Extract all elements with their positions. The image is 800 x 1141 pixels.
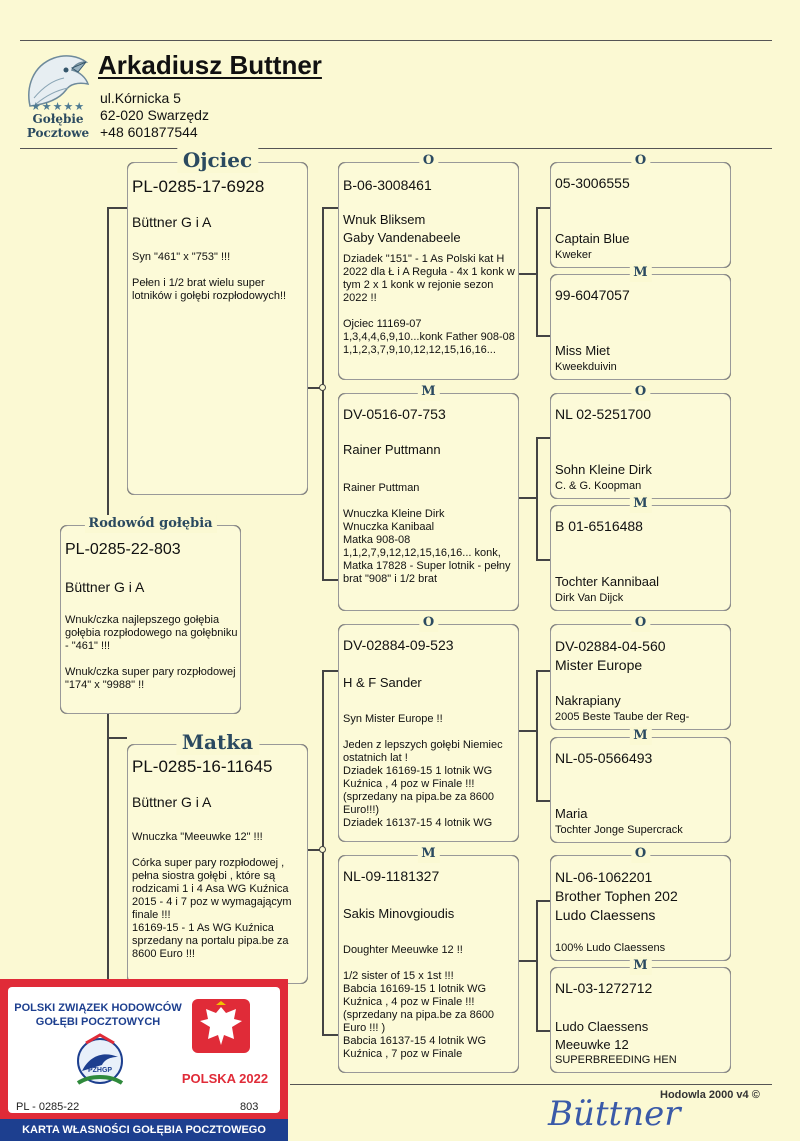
logo-text-2: Pocztowe bbox=[26, 126, 90, 140]
mff-sub: 2005 Beste Taube der Reg- bbox=[555, 711, 690, 723]
mmm-card[interactable] bbox=[550, 958, 731, 1073]
connector bbox=[322, 579, 338, 581]
logo-text-1: Gołębie bbox=[32, 112, 84, 126]
pzhgp-logo bbox=[60, 1031, 140, 1093]
fmf-name: Sohn Kleine Dirk bbox=[555, 462, 652, 477]
stamp-card-title: KARTA WŁASNOŚCI GOŁĘBIA POCZTOWEGO bbox=[0, 1119, 288, 1141]
mm-notes: Doughter Meeuwke 12 !! 1/2 sister of 15 x 1st !!! Babcia 16169-15 1 lotnik WG Kuźnica , 4 poz w Finale !!! (sprzedany na pipa.be za 8600 Euro !!! ) Babcia 16137-15 4 lotnik WG Kuźnica , 7 poz w Finale bbox=[343, 944, 495, 1060]
poland-eagle bbox=[190, 997, 252, 1055]
connector bbox=[536, 670, 550, 672]
mff-tag: O bbox=[631, 614, 650, 632]
ff-names bbox=[343, 211, 461, 247]
mm-card[interactable] bbox=[338, 846, 519, 1073]
stamp-org bbox=[8, 1001, 188, 1029]
fff-name: Captain Blue bbox=[555, 231, 630, 246]
father-owner: Büttner G i A bbox=[132, 214, 212, 230]
mmf-ring: NL-06-1062201 bbox=[555, 869, 653, 885]
fmf-ring: NL 02-5251700 bbox=[555, 406, 652, 422]
mother-ring: PL-0285-16-11645 bbox=[132, 757, 273, 776]
connector bbox=[518, 497, 536, 499]
breeder-name: Arkadiusz Buttner bbox=[98, 50, 322, 80]
fff-card[interactable] bbox=[550, 153, 731, 268]
ffm-sub: Kweekduivin bbox=[555, 361, 617, 373]
mmf-sub: 100% Ludo Claessens bbox=[555, 942, 666, 954]
mmf-head bbox=[555, 868, 678, 925]
mother-label: Matka bbox=[176, 729, 259, 755]
connector bbox=[536, 900, 550, 902]
mmm-line2: Meeuwke 12 bbox=[555, 1037, 629, 1052]
ff-name2: Gaby Vandenabeele bbox=[343, 230, 461, 245]
connector bbox=[536, 559, 550, 561]
mf-notes: Syn Mister Europe !! Jeden z lepszych gołębi Niemiec ostatnich lat ! Dziadek 16169-15 1 lotnik WG Kuźnica , 4 poz w Finale !!! (sprzedany na pipa.be za 8600 Euro!!!) Dziadek 16137-15 4 lotnik WG bbox=[343, 713, 503, 829]
ffm-name: Miss Miet bbox=[555, 343, 610, 358]
connector bbox=[536, 335, 550, 337]
mm-name1: Sakis Minovgioudis bbox=[343, 906, 455, 921]
father-notes: Syn "461" x "753" !!! Pełen i 1/2 brat wielu super lotników i gołębi rozpłodowych!! bbox=[132, 251, 287, 302]
mmf-card[interactable] bbox=[550, 846, 731, 961]
pigeon-card[interactable] bbox=[60, 516, 241, 714]
mfm-tag: M bbox=[629, 727, 651, 745]
connector bbox=[536, 207, 538, 335]
connector bbox=[107, 737, 127, 739]
fm-notes: Rainer Puttman Wnuczka Kleine Dirk Wnuczka Kanibaal Matka 908-08 1,1,2,7,9,12,12,15,16,16... konk, Matka 17828 - Super lotnik - pełny brat "908" i 1/2 brat bbox=[343, 482, 511, 585]
connector bbox=[536, 800, 550, 802]
mmf-tag: O bbox=[631, 845, 650, 863]
header-rule bbox=[20, 148, 772, 149]
fmf-card[interactable] bbox=[550, 384, 731, 499]
connector bbox=[536, 900, 538, 1030]
mf-ring: DV-02884-09-523 bbox=[343, 637, 454, 653]
mf-tag: O bbox=[419, 614, 438, 632]
stamp-country-year: POLSKA 2022 bbox=[181, 1071, 269, 1086]
connector bbox=[536, 670, 538, 800]
mfm-card[interactable] bbox=[550, 728, 731, 843]
pigeon-label: Rodowód gołębia bbox=[84, 515, 216, 533]
connector bbox=[518, 273, 536, 275]
mmf-line3: Ludo Claessens bbox=[555, 907, 656, 923]
pigeon-owner: Büttner G i A bbox=[65, 579, 145, 595]
connector bbox=[536, 207, 550, 209]
logo-stars: ★★★★★ bbox=[30, 101, 86, 113]
father-ring: PL-0285-17-6928 bbox=[132, 177, 265, 196]
ff-ring: B-06-3008461 bbox=[343, 177, 432, 193]
father-label: Ojciec bbox=[177, 147, 258, 173]
fff-ring: 05-3006555 bbox=[555, 175, 630, 191]
connector bbox=[322, 670, 338, 672]
connector bbox=[536, 437, 538, 559]
connector bbox=[518, 960, 536, 962]
pzhgp-text: PZHGP bbox=[87, 1067, 113, 1074]
mmm-names bbox=[555, 1018, 648, 1054]
ff-name1: Wnuk Bliksem bbox=[343, 212, 426, 227]
mother-owner: Büttner G i A bbox=[132, 794, 212, 810]
fm-ring: DV-0516-07-753 bbox=[343, 406, 446, 422]
pzhgp-logo-icon bbox=[60, 1031, 140, 1093]
connector-node bbox=[319, 384, 326, 391]
mmm-name: Ludo Claessens bbox=[555, 1019, 649, 1034]
ffm-tag: M bbox=[629, 264, 651, 282]
father-card[interactable] bbox=[127, 148, 308, 495]
connector bbox=[536, 437, 550, 439]
fmm-ring: B 01-6516488 bbox=[555, 518, 643, 534]
stamp-org-2: GOŁĘBI POCZTOWYCH bbox=[35, 1016, 161, 1028]
mfm-ring: NL-05-0566493 bbox=[555, 750, 653, 766]
mmm-sub: SUPERBREEDING HEN bbox=[555, 1054, 677, 1066]
fmm-tag: M bbox=[629, 495, 651, 513]
mff-line2: Mister Europe bbox=[555, 657, 643, 673]
ff-notes: Dziadek "151" - 1 As Polski kat H 2022 dla Ł i A Reguła - 4x 1 konk w tym 2 x 1 konk w rejonie sezon 2022 !! Ojciec 11169-07 1,3,4,4,6,9,10...konk Father 908-08 1,1,2,3,7,9,10,12,12,15,16,16... bbox=[343, 253, 515, 356]
connector bbox=[322, 207, 338, 209]
stamp-org-1: POLSKI ZWIĄZEK HODOWCÓW bbox=[14, 1002, 182, 1014]
mff-head bbox=[555, 637, 666, 675]
mff-card[interactable] bbox=[550, 615, 731, 730]
footer-rule bbox=[290, 1084, 772, 1085]
connector bbox=[107, 207, 127, 209]
address-street: ul.Kórnicka 5 bbox=[100, 90, 181, 106]
mmf-line2: Brother Tophen 202 bbox=[555, 888, 678, 904]
logo bbox=[20, 48, 96, 140]
software-credit: Hodowla 2000 v4 © bbox=[660, 1089, 760, 1101]
connector bbox=[518, 730, 536, 732]
pigeon-notes: Wnuk/czka najlepszego gołębia gołębia rozpłodowego na gołębniku - "461" !!! Wnuk/czka super pary rozpłodowej "174" x "9988" !! bbox=[65, 614, 238, 691]
ffm-ring: 99-6047057 bbox=[555, 287, 630, 303]
fm-tag: M bbox=[417, 383, 439, 401]
mf-name1: H & F Sander bbox=[343, 675, 422, 690]
phone: +48 601877544 bbox=[100, 124, 198, 140]
connector bbox=[107, 714, 109, 984]
connector bbox=[536, 1030, 550, 1032]
fmf-tag: O bbox=[631, 383, 650, 401]
mff-ring: DV-02884-04-560 bbox=[555, 638, 666, 654]
connector bbox=[322, 1034, 338, 1036]
ff-card[interactable] bbox=[338, 153, 519, 380]
address-city: 62-020 Swarzędz bbox=[100, 107, 209, 123]
ownership-card bbox=[0, 979, 288, 1141]
fmm-sub: Dirk Van Dijck bbox=[555, 592, 624, 604]
mff-name: Nakrapiany bbox=[555, 693, 621, 708]
stamp-ring-prefix: PL - 0285-22 bbox=[16, 1101, 80, 1113]
mmm-ring: NL-03-1272712 bbox=[555, 980, 653, 996]
mmm-tag: M bbox=[629, 957, 651, 975]
pigeon-ring: PL-0285-22-803 bbox=[65, 541, 181, 558]
connector bbox=[322, 207, 324, 579]
mfm-name: Maria bbox=[555, 806, 588, 821]
mm-ring: NL-09-1181327 bbox=[343, 868, 440, 884]
fm-card[interactable] bbox=[338, 384, 519, 611]
mfm-sub: Tochter Jonge Supercrack bbox=[555, 824, 683, 836]
mother-card[interactable] bbox=[127, 730, 308, 984]
fmm-name: Tochter Kannibaal bbox=[555, 574, 660, 589]
fff-tag: O bbox=[631, 152, 650, 170]
fmm-card[interactable] bbox=[550, 496, 731, 611]
fmf-sub: C. & G. Koopman bbox=[555, 480, 642, 492]
top-rule bbox=[20, 40, 772, 41]
stamp-ring-number: 803 bbox=[240, 1101, 259, 1113]
mother-notes: Wnuczka "Meeuwke 12" !!! Córka super pary rozpłodowej , pełna siostra gołębi , które są rodzicami 1 i 4 Asa WG Kuźnica 2015 - 4 i 7 poz w wymagającym finale !!! 16169-15 - 1 As WG Kuźnica sprzedany na portalu pipa.be za 8600 Euro !!! bbox=[132, 831, 292, 960]
fm-name1: Rainer Puttmann bbox=[343, 442, 441, 457]
mf-card[interactable] bbox=[338, 615, 519, 842]
mm-tag: M bbox=[417, 845, 439, 863]
ff-tag: O bbox=[419, 152, 438, 170]
connector-node bbox=[319, 846, 326, 853]
signature: Büttner bbox=[548, 1094, 681, 1134]
breeder-address bbox=[100, 90, 209, 141]
ffm-card[interactable] bbox=[550, 265, 731, 380]
fff-sub: Kweker bbox=[555, 249, 592, 261]
eagle-emblem-icon bbox=[190, 997, 252, 1055]
